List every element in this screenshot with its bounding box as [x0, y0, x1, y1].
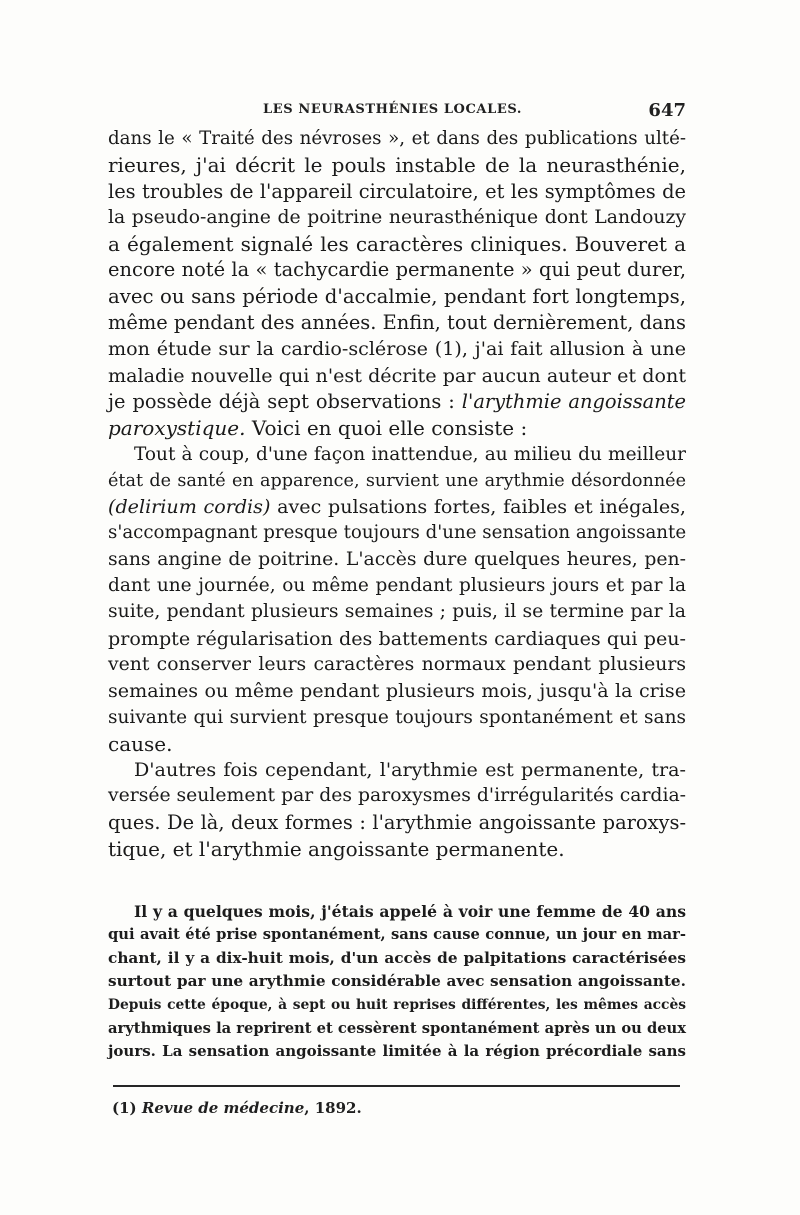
text-line [108, 494, 686, 520]
case-line: qui avait été prise spontanément, sans cause connue, un jour en mar- [108, 926, 686, 944]
text-line: ques. De là, deux formes : l'arythmie angoissante paroxys- [108, 810, 686, 834]
text-line: versée seulement par des paroxysmes d'irrégularités cardia- [108, 785, 686, 807]
paragraph-start: Tout à coup, d'une façon inattendue, au milieu du meilleur [134, 443, 686, 465]
text-line: rieures, j'ai décrit le pouls instable de la neurasthénie, [108, 153, 686, 178]
footnote-year: , 1892. [304, 1099, 362, 1117]
footnote-marker: (1) [112, 1099, 142, 1117]
case-line: Depuis cette époque, à sept ou huit reprises différentes, les mêmes accès [108, 996, 686, 1013]
page-number: 647 [648, 100, 686, 121]
text-line: la pseudo-angine de poitrine neurasthénique dont Landouzy [108, 206, 686, 228]
text-line: suite, pendant plusieurs semaines ; puis, il se termine par la [108, 601, 686, 623]
case-line: arythmiques la reprirent et cessèrent spontanément après un ou deux [108, 1019, 686, 1037]
italic-term: l'arythmie angoissante [461, 389, 686, 413]
footnote-divider [113, 1085, 680, 1087]
case-report [108, 900, 686, 1064]
text-line: dant une journée, ou même pendant plusieurs jours et par la [108, 575, 686, 597]
text-line: même pendant des années. Enfin, tout dernièrement, dans [108, 311, 686, 335]
text-line: dans le « Traité des névroses », et dans des publications ulté- [108, 128, 686, 149]
text-run: Voici en quoi elle consiste : [245, 416, 528, 441]
text-line: s'accompagnant presque toujours d'une sensation angoissante [108, 522, 687, 544]
case-line: jours. La sensation angoissante limitée à la région précordiale sans [108, 1042, 686, 1061]
text-line: état de santé en apparence, survient une arythmie désordonnée [108, 470, 686, 491]
text-line: semaines ou même pendant plusieurs mois, jusqu'à la crise [108, 679, 686, 703]
text-line: mon étude sur la cardio-sclérose (1), j'ai fait allusion à une [108, 337, 686, 361]
running-title: LES NEURASTHÉNIES LOCALES. [263, 102, 523, 117]
footnote [112, 1099, 362, 1117]
text-line: a également signalé les caractères cliniques. Bouveret a [108, 232, 686, 257]
text-run: avec pulsations fortes, faibles et inégales, [270, 495, 686, 519]
main-text [108, 126, 686, 862]
text-line: sans angine de poitrine. L'accès dure quelques heures, pen- [108, 548, 686, 570]
text-line: les troubles de l'appareil circulatoire, et les symptômes de [108, 179, 686, 203]
text-line: maladie nouvelle qui n'est décrite par aucun auteur et dont [108, 363, 686, 387]
text-line: prompte régularisation des battements cardiaques qui peu- [108, 626, 686, 650]
page-header [108, 100, 686, 126]
case-line: surtout par une arythmie considérable avec sensation angoissante. [108, 972, 686, 991]
text-line: vent conserver leurs caractères normaux pendant plusieurs [108, 653, 686, 675]
case-line: Il y a quelques mois, j'étais appelé à voir une femme de 40 ans [134, 902, 686, 921]
text-line: avec ou sans période d'accalmie, pendant fort longtemps, [108, 284, 686, 308]
paragraph-start: D'autres fois cependant, l'arythmie est permanente, tra- [134, 758, 686, 782]
text-line: tique, et l'arythmie angoissante permanente. [108, 837, 565, 862]
case-line: chant, il y a dix-huit mois, d'un accès de palpitations caractérisées [108, 948, 686, 967]
text-line: suivante qui survient presque toujours spontanément et sans [108, 706, 686, 728]
text-line: encore noté la « tachycardie permanente » qui peut durer, [108, 258, 686, 282]
footnote-source: Revue de médecine [141, 1099, 305, 1117]
italic-term: (delirium cordis) [108, 495, 271, 519]
text-run: je possède déjà sept observations : [108, 389, 462, 413]
text-line [108, 415, 686, 441]
italic-term: paroxystique. [108, 416, 246, 441]
text-line [108, 389, 686, 415]
text-line: cause. [108, 731, 173, 756]
